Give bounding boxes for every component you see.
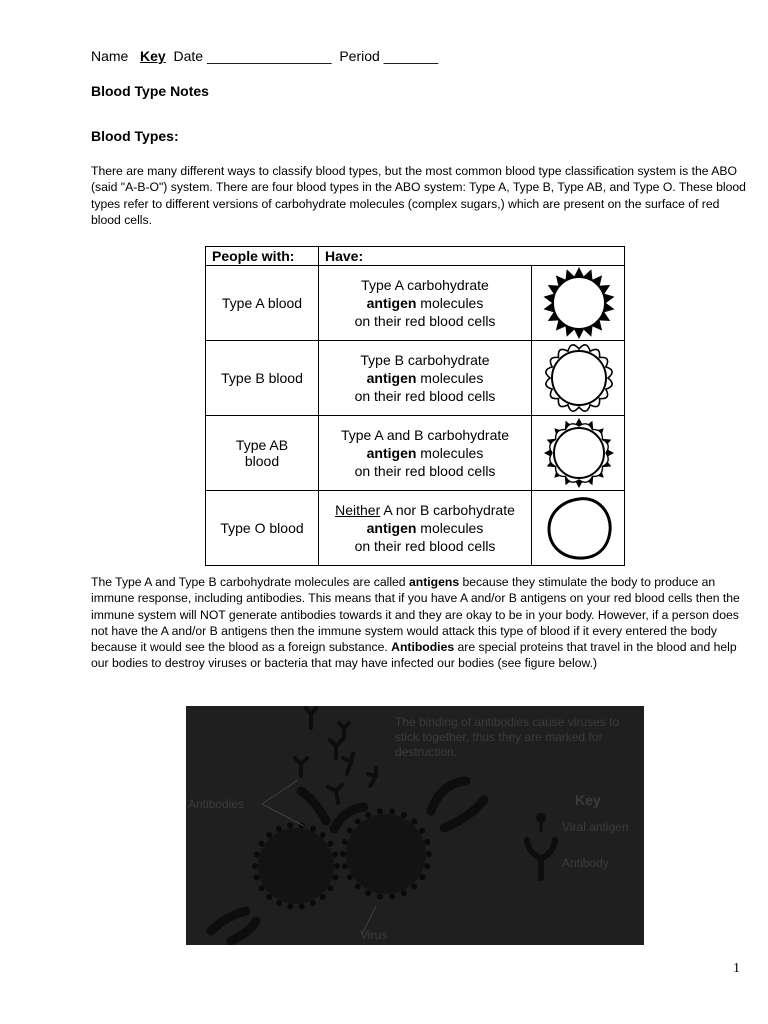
antibody-figure [186,706,644,945]
table-row [206,491,625,566]
page-title: Blood Type Notes [91,83,209,99]
spiked-scalloped-cell-icon [532,416,624,490]
name-value: Key [140,48,166,64]
table-header-people: People with: [206,247,319,266]
table-row [206,266,625,341]
section-title: Blood Types: [91,128,179,144]
table-header-have: Have: [319,247,625,266]
scalloped-cell-icon [532,341,624,415]
date-blank: ________________ [206,48,332,64]
have-cell: Type A and B carbohydrate antigen molecules on their red blood cells [319,416,532,491]
period-blank: _______ [383,48,439,64]
intro-paragraph: There are many different ways to classify blood types, but the most common blood type classification system is the ABO (said "A-B-O") system. There are four blood types in the ABO system: Type A, Type B, Type AB, and Type O. These blood types refer to different versions of carbohydrate molecules (complex sugars,) which are present on the surface of red blood cells. [91,164,746,227]
have-cell: Neither A nor B carbohydrate antigen molecules on their red blood cells [319,491,532,566]
period-label: Period [339,48,380,64]
key-antibody: Antibody [562,856,609,870]
blood-type-table [205,246,625,566]
antibodies-label: Antibodies [188,797,245,811]
header-line [91,48,438,64]
virus-label: Virus [360,928,388,942]
key-viral-antigen: Viral antigen [562,820,629,834]
people-cell: Type AB blood [206,416,319,491]
figure-caption: The binding of antibodies cause viruses to stick together, thus they are marked for destruction. [395,715,620,759]
have-cell: Type B carbohydrate antigen molecules on their red blood cells [319,341,532,416]
body-paragraph: The Type A and Type B carbohydrate molecules are called antigens because they stimulate the body to produce an immune response, including antibodies. This means that if you have A and/or B antigens on your red blood cells then the immune system will NOT generate antibodies towards it and they are okay to be in your body. However, if a person does not have the A and/or B antigens then the immune system would attack this type of blood if it every entered the body because it would see the blood as a foreign substance. Antibodies are special proteins that travel in the blood and help our bodies to destroy viruses or bacteria that may have infected our bodies (see figure below.) [91,575,740,671]
people-cell: Type O blood [206,491,319,566]
date-label: Date [173,48,204,64]
spiked-cell-icon [532,266,624,340]
key-title: Key [575,792,601,808]
people-cell: Type A blood [206,266,319,341]
name-label: Name [91,48,129,64]
have-cell: Type A carbohydrate antigen molecules on their red blood cells [319,266,532,341]
page-number: 1 [733,961,740,976]
plain-cell-icon [532,491,624,565]
people-cell: Type B blood [206,341,319,416]
table-row [206,416,625,491]
table-row [206,341,625,416]
